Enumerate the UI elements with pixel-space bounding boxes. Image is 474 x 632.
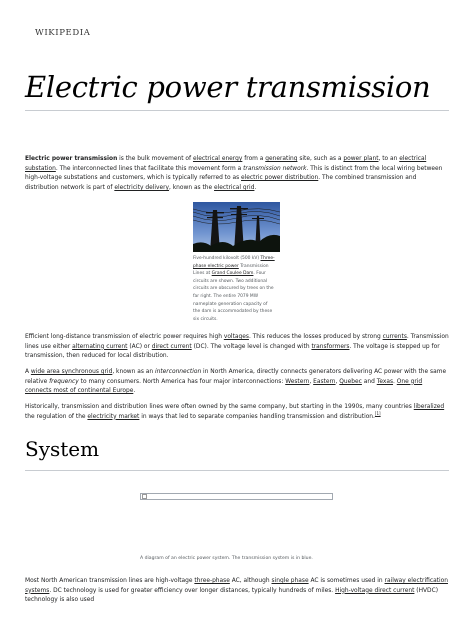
text: AC is sometimes used in: [308, 578, 385, 584]
link-direct-current[interactable]: direct current: [151, 343, 192, 350]
link-texas[interactable]: Texas: [376, 378, 394, 385]
text: in ways that led to separate companies handling transmission and distribution.: [139, 413, 375, 420]
reference-1[interactable]: [1]: [374, 410, 381, 416]
link-three-phase[interactable]: three-phase: [194, 578, 230, 584]
link-electrical-energy[interactable]: electrical energy: [192, 156, 243, 162]
text: ,: [309, 378, 314, 385]
link-quebec[interactable]: Quebec: [339, 378, 362, 385]
link-currents[interactable]: currents: [382, 334, 407, 340]
term-transmission-network: transmission network: [243, 165, 307, 172]
link-liberalized[interactable]: liberalized: [413, 404, 445, 410]
text: .: [254, 184, 257, 191]
text: Efficient long-distance transmission of electric power requires high: [25, 334, 224, 340]
link-power-plant[interactable]: power plant: [343, 156, 379, 162]
link-voltages[interactable]: voltages: [223, 334, 249, 340]
text: ,: [335, 378, 340, 385]
text: . The voltage is stepped up for transmission, then reduced for local distribution.: [25, 343, 440, 360]
link-single-phase[interactable]: single phase: [271, 578, 309, 584]
section-heading-system: System: [25, 437, 100, 461]
text: the regulation of the: [25, 413, 88, 420]
text: , to an: [378, 156, 400, 162]
text: . The interconnected lines that facilitate this movement form a: [55, 165, 244, 172]
text: (DC). The voltage level is changed with: [191, 343, 312, 350]
link-electrical-grid[interactable]: electrical grid: [214, 184, 255, 191]
link-alternating-current[interactable]: alternating current: [72, 343, 128, 350]
link-high-voltage-direct-current[interactable]: High-voltage direct current: [335, 587, 415, 594]
transmission-lines-figure: [193, 202, 280, 323]
transmission-towers-photo[interactable]: [193, 202, 280, 252]
text: Most North American transmission lines are high-voltage: [25, 578, 195, 584]
efficiency-paragraph: [25, 333, 449, 362]
text: , known as an: [112, 369, 155, 375]
text: site, such as a: [297, 156, 344, 162]
text: A: [25, 369, 31, 375]
text: , known as the: [169, 184, 215, 191]
term-interconnection: interconnection: [155, 369, 202, 375]
intro-paragraph: [25, 155, 449, 193]
text: in North America, directly connects generators delivering AC power with the same relative: [25, 369, 447, 385]
wikipedia-logo[interactable]: WIKIPEDIA: [35, 28, 91, 38]
text: . DC technology is used for greater efficiency over longer distances, typically hundreds of miles.: [49, 587, 336, 594]
text: . Four circuits are shown. Two additional circuits are obscured by trees on the far right. The entire 7079 MW nameplate generation capacity of the dam is accommodated by these six circuits.: [193, 271, 274, 322]
link-railway-electrification-systems[interactable]: railway electrification systems: [25, 578, 448, 594]
text: from a: [242, 156, 266, 162]
link-wide-area-synchronous-grid[interactable]: wide area synchronous grid: [30, 369, 113, 375]
lead-term: Electric power transmission: [25, 156, 118, 162]
text: Historically, transmission and distribution lines were often owned by the same company, but starting in the 1990s, many countries: [25, 404, 414, 410]
text: and: [361, 378, 377, 385]
broken-image-icon: [142, 494, 147, 499]
link-transformers[interactable]: transformers: [311, 343, 350, 350]
grid-paragraph: [25, 368, 449, 397]
link-electrical-substation[interactable]: electrical substation: [25, 156, 427, 172]
text: . Transmission lines use either: [25, 334, 449, 350]
text: to many consumers. North America has four major interconnections:: [78, 378, 286, 385]
power-system-diagram-image[interactable]: [140, 493, 333, 500]
link-eastern[interactable]: Eastern: [313, 378, 336, 385]
link-grand-coulee-dam[interactable]: Grand Coulee Dam: [211, 271, 254, 277]
text: .: [393, 378, 397, 385]
text: . This is distinct from the local wiring between high-voltage substations and customers, which is typically referred to as: [25, 165, 443, 182]
link-continental-europe-grid[interactable]: One grid connects most of continental Europe: [25, 378, 423, 395]
section-divider: [25, 470, 449, 471]
text: is the bulk movement of: [117, 156, 193, 162]
text: (AC) or: [127, 343, 152, 350]
link-three-phase-electric-power[interactable]: Three-phase electric power: [193, 256, 275, 269]
text: (HVDC) technology is also used: [25, 587, 438, 604]
figure-caption: [193, 255, 275, 323]
link-western[interactable]: Western: [285, 378, 310, 385]
history-paragraph: [25, 403, 449, 422]
link-electricity-market[interactable]: electricity market: [87, 413, 140, 420]
text: AC, although: [229, 578, 272, 584]
term-frequency: frequency: [49, 378, 79, 385]
text: Five-hundred kilovolt (500 kV): [193, 256, 261, 261]
link-generating[interactable]: generating: [265, 156, 298, 162]
page-title: Electric power transmission: [25, 70, 431, 104]
text: .: [133, 388, 136, 395]
system-paragraph: [25, 577, 449, 606]
diagram-caption: A diagram of an electric power system. The transmission system is in blue.: [140, 556, 313, 561]
link-electric-power-distribution[interactable]: electric power distribution: [241, 175, 319, 182]
text: Transmission Lines at: [193, 263, 269, 277]
text: . This reduces the losses produced by strong: [248, 334, 383, 340]
text: . The combined transmission and distribution network is part of: [25, 175, 417, 191]
title-divider: [25, 110, 449, 111]
link-electricity-delivery[interactable]: electricity delivery: [114, 184, 170, 191]
